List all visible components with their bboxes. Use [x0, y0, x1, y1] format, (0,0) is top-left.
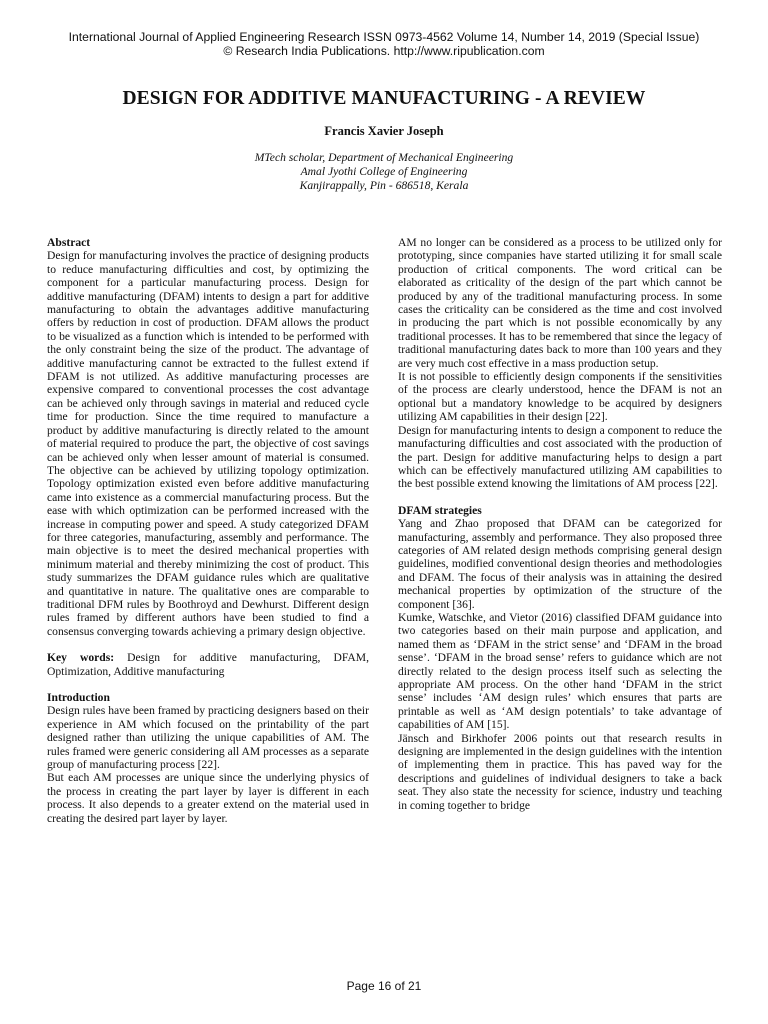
- abstract-heading: Abstract: [47, 236, 91, 249]
- affiliation-line3: Kanjirappally, Pin - 686518, Kerala: [299, 179, 469, 192]
- abstract-text: Design for manufacturing involves the practice of designing products to reduce manufacturing difficulties and cost, by optimizing the component for a particular manufacturing process. Design for additive manufacturing (DFAM) intents to design a part for additive manufacturing to obtain the advantages additive manufacturing offers by reduction in cost of production. DFAM allows the product to be visualized as a function which is intended to be performed with the only constraint being the size of the product. The advantage of additive manufacturing cannot be extracted to the fullest extend if DFAM is not utilized. As additive manufacturing processes are expensive compared to conventional processes the cost advantage can be achieved only through savings in material and reduced cycle time for production. Since the time required to manufacture a product by additive manufacturing is directly related to the amount of material required to produce the part, the objective of cost savings can be achieved only when lesser amount of material is consumed. The objective can be achieved by utilizing topology optimization. Topology optimization existed even before additive manufacturing came into existence as a commercial manufacturing process. But the ease with which optimization can be performed increased with the increase in computing power and speed. A study categorized DFAM for three categories, manufacturing, assembly and performance. The main objective is to meet the desired mechanical properties with minimum material and thereby minimizing the cost of product. This study summarizes the DFAM guidance rules which are qualitative and quantitative in nature. The qualitative ones are comparable to traditional DFM rules by Boothroyd and Dewhurst. Different design rules framed by different authors have been studied to find a consensus converging towards achieving a primary design objective.: [47, 249, 369, 638]
- page-number: Page 16 of 21: [346, 979, 422, 993]
- dfam-strategies-heading: DFAM strategies: [398, 503, 482, 517]
- right-column: [398, 236, 722, 812]
- paper-title: DESIGN FOR ADDITIVE MANUFACTURING - A REVIEW: [122, 88, 646, 109]
- introduction-paragraph-4: It is not possible to efficiently design components if the sensitivities of the process are clearly understood, hence the DFAM is not an optional but a mandatory knowledge to be acquired by designers utilizing AM capabilities in their design [22].: [398, 370, 722, 424]
- dfam-paragraph-1: Yang and Zhao proposed that DFAM can be categorized for manufacturing, assembly and performance. They also proposed three categories of AM related design methods comprising general design guidelines, modified conventional design theories and methodologies and DFAM. The focus of their analysis was in attaining the desired mechanical properties by optimization of the structure of the component [36].: [398, 517, 722, 611]
- keywords-text: Design for additive manufacturing, DFAM, Optimization, Additive manufacturing: [47, 651, 369, 678]
- affiliation-line1: MTech scholar, Department of Mechanical Engineering: [254, 151, 514, 164]
- introduction-paragraph-2: But each AM processes are unique since the underlying physics of the process in creating the part layer by layer is different in each process. It also depends to a greater extend on the material used in creating the desired part layer by layer.: [47, 771, 369, 825]
- introduction-paragraph-1: Design rules have been framed by practicing designers based on their experience in AM which focused on the printability of the part designed rather than utilizing the unique capabilities of AM. The rules framed were generic considering all AM processes as a separate group of manufacturing process [22].: [47, 704, 369, 772]
- left-column: [47, 236, 369, 825]
- journal-header-line1: International Journal of Applied Engineering Research ISSN 0973-4562 Volume 14, Number 14, 2019 (Special Issue): [68, 30, 700, 44]
- journal-header-line2: © Research India Publications. http://www.ripublication.com: [223, 44, 545, 58]
- journal-header: [0, 30, 768, 58]
- author-affiliation: [0, 151, 768, 193]
- introduction-paragraph-5: Design for manufacturing intents to design a component to reduce the manufacturing difficulties and cost associated with the production of the part. Design for additive manufacturing helps to design a part which can be effectively manufactured utilizing AM capabilities to the best possible extend knowing the limitations of AM process [22].: [398, 423, 722, 491]
- dfam-paragraph-3: Jänsch and Birkhofer 2006 points out that research results in designing are implemented in the design guidelines with the intention of implementing them in practice. This has paved way for the descriptions and guidelines of individual designers to take a back seat. They also state the necessity for science, industry und teaching in coming together to bridge: [398, 731, 722, 812]
- affiliation-line2: Amal Jyothi College of Engineering: [300, 165, 468, 178]
- dfam-paragraph-2: Kumke, Watschke, and Vietor (2016) classified DFAM guidance into two categories based on their main purpose and application, and named them as ‘DFAM in the strict sense’ and ‘DFAM in the broad sense’. ‘DFAM in the broad sense’ refers to guidance which are not directly related to the design process itself such as selecting the appropriate AM process. On the other hand ‘DFAM in the strict sense’ includes ‘AM design rules’ which ensures that parts are printable as well as ‘AM design potentials’ to take advantage of capabilities of AM [15].: [398, 610, 722, 732]
- author-name: Francis Xavier Joseph: [324, 124, 444, 138]
- introduction-paragraph-3: AM no longer can be considered as a process to be utilized only for prototyping, since companies have started utilizing it for small scale production of critical components. The word critical can be elaborated as criticality of the design of the part which cannot be produced by any of the traditional manufacturing process. In some cases the criticality can be considered as the time and cost involved in producing the part which is not possible economically by any traditional processes. It has to be remembered that since the legacy of traditional manufacturing dates back to more than 100 years and they are very much cost effective in a mass production setup.: [398, 236, 722, 370]
- keywords-label: Key words:: [47, 651, 115, 665]
- introduction-heading: Introduction: [47, 691, 110, 704]
- keywords: [47, 651, 369, 678]
